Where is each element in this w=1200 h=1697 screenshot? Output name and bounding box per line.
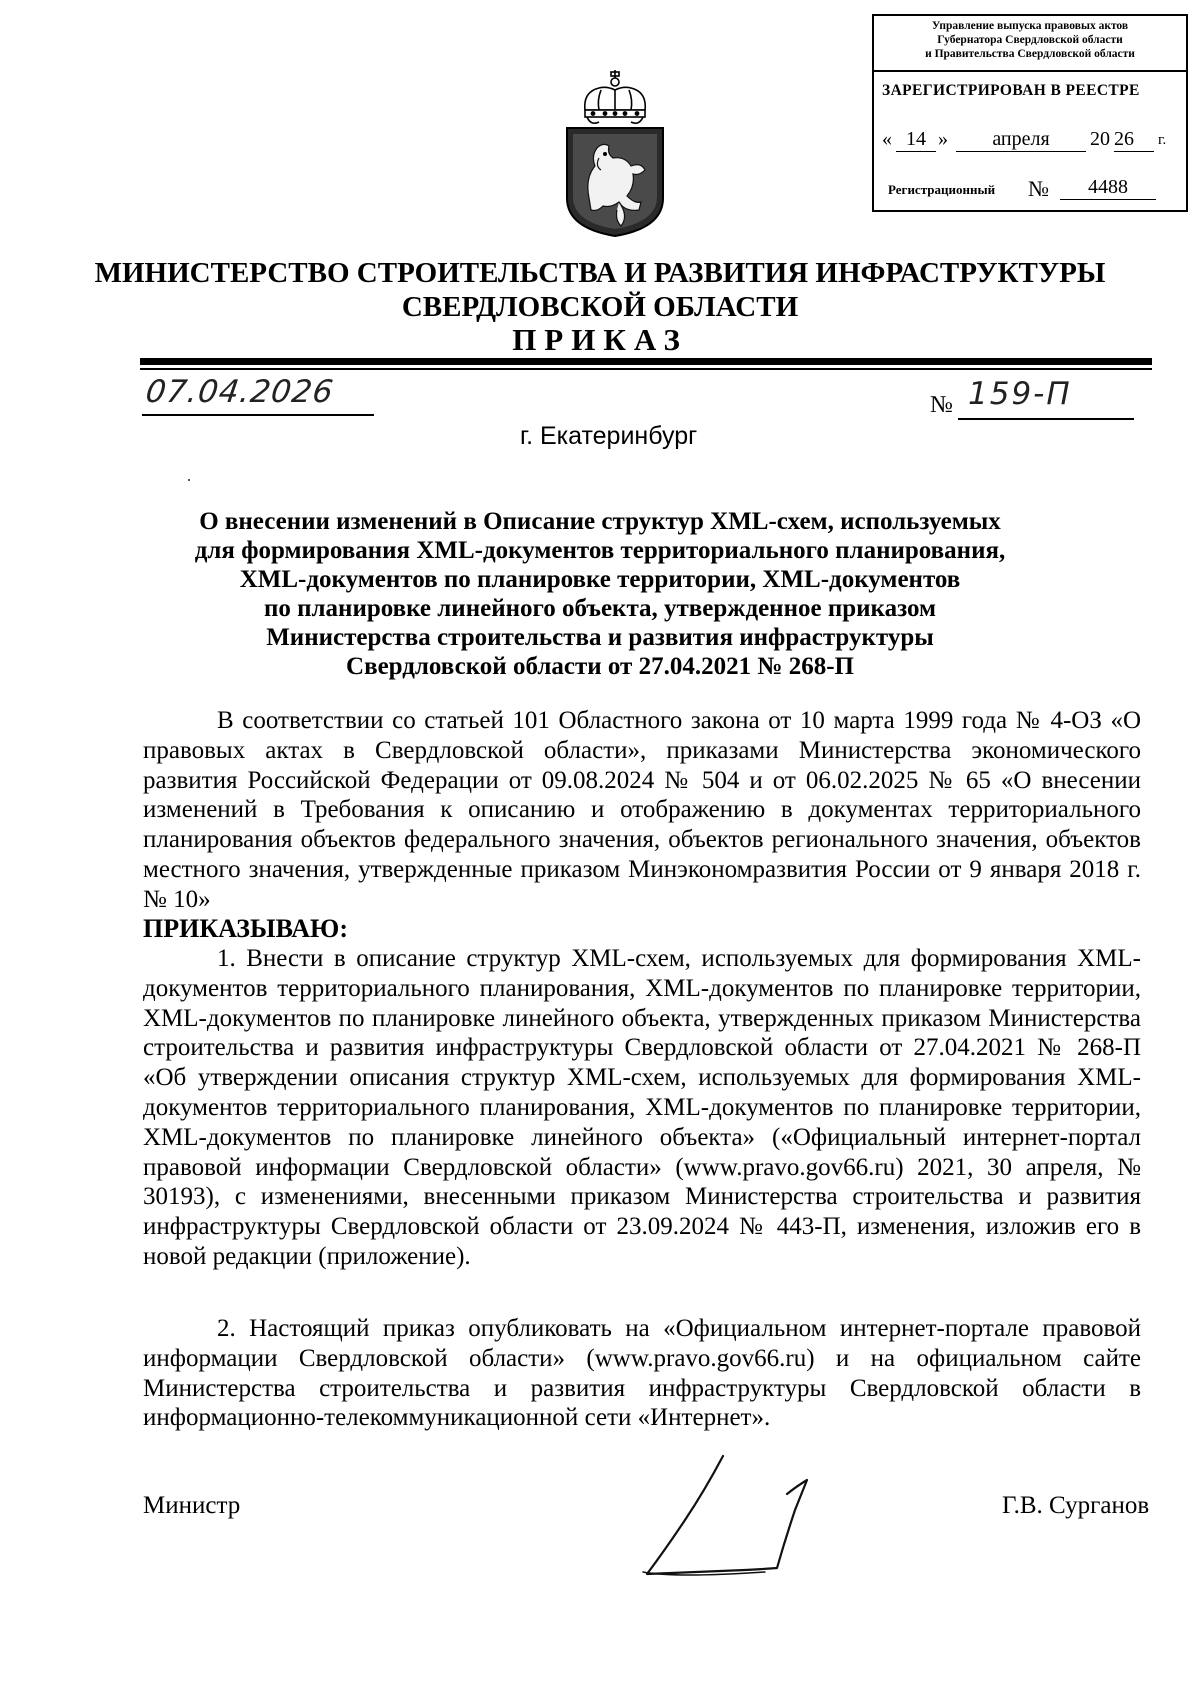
- stamp-day: 14: [896, 128, 936, 152]
- handwritten-date: 07.04.2026: [143, 374, 337, 410]
- order-word: ПРИКАЗЫВАЮ:: [143, 914, 348, 943]
- title-line: XML-документов по планировке территории, XML-документов: [239, 566, 961, 593]
- stamp-office-name: [874, 16, 1186, 72]
- order-item-2: 2. Настоящий приказ опубликовать на «Официальном интернет-портале правовой информации Свердловской области» (www.pravo.gov66.ru) и на официальном сайте Министерства строительства и развития инфраструктуры Свердловской области в информационно-телекоммуникационной сети «Интернет».: [143, 1315, 1141, 1432]
- stamp-reg-label: Регистрационный: [888, 182, 996, 197]
- preamble-paragraph: В соответствии со статьей 101 Областного закона от 10 марта 1999 года № 4-ОЗ «О правовых актах в Свердловской области», приказами Министерства экономического развития Российской Федерации от 09.08.2024 № 504 и от 06.02.2025 № 65 «О внесении изменений в Требования к описанию и отображению в документах территориального планирования объектов федерального значения, объектов регионального значения, объектов местного значения, утвержденные приказом Минэкономразвития России от 9 января 2018 г. № 10»: [143, 707, 1141, 913]
- stamp-office-line: Управление выпуска правовых актов: [931, 20, 1129, 32]
- number-underline: [958, 418, 1134, 420]
- document-title: [100, 507, 1100, 681]
- signatory-name: Г.В. Сурганов: [1002, 1492, 1150, 1519]
- ministry-name-line: СВЕРДЛОВСКОЙ ОБЛАСТИ: [401, 291, 799, 323]
- city: г. Екатеринбург: [520, 422, 698, 450]
- handwritten-number: 159-П: [968, 376, 1072, 412]
- date-underline: [142, 414, 374, 416]
- stamp-date: [882, 128, 1182, 158]
- title-line: Свердловской области от 27.04.2021 № 268-П: [346, 653, 854, 680]
- stamp-date-close-quote: »: [938, 128, 948, 150]
- title-line: по планировке линейного объекта, утвержденное приказом: [263, 595, 937, 622]
- stamp-office-line: и Правительства Свердловской области: [925, 48, 1135, 60]
- stamp-registration-number: [888, 176, 1178, 204]
- title-line: О внесении изменений в Описание структур XML-схем, используемых: [199, 508, 1001, 535]
- coat-of-arms-emblem: [555, 70, 675, 240]
- header-rule-thin: [140, 368, 1152, 370]
- document-type: ПРИКАЗ: [512, 322, 688, 357]
- registration-stamp: [872, 14, 1188, 212]
- stamp-reg-sign: №: [1028, 176, 1049, 201]
- stamp-month: апреля: [956, 128, 1086, 152]
- title-line: для формирования XML-документов территориального планирования,: [194, 537, 1006, 564]
- stamp-date-open-quote: «: [882, 128, 892, 150]
- stamp-registered-label: ЗАРЕГИСТРИРОВАН В РЕЕСТРЕ: [882, 82, 1140, 99]
- stamp-year-unit: г.: [1158, 132, 1167, 148]
- stamp-reg-number: 4488: [1060, 176, 1156, 200]
- ministry-name-line: МИНИСТЕРСТВО СТРОИТЕЛЬСТВА И РАЗВИТИЯ ИНФРАСТРУКТУРЫ: [94, 257, 1106, 289]
- handwritten-signature: [635, 1450, 865, 1580]
- stamp-year-prefix: 20: [1090, 128, 1110, 150]
- order-item-1: 1. Внести в описание структур XML-схем, используемых для формирования XML-документов территориального планирования, XML-документов по планировке территории, XML-документов по планировке линейного объекта, утвержденных приказом Министерства строительства и развития инфраструктуры Свердловской области от 27.04.2021 № 268-П «Об утверждении описания структур XML-схем, используемых для формирования XML-документов территориального планирования, XML-документов по планировке территории, XML-документов по планировке линейного объекта» («Официальный интернет-портал правовой информации Свердловской области» (www.pravo.gov66.ru) 2021, 30 апреля, № 30193), с изменениями, внесенными приказом Министерства строительства и развития инфраструктуры Свердловской области от 23.09.2024 № 443-П, изменения, изложив его в новой редакции (приложение).: [143, 945, 1141, 1270]
- number-sign: №: [930, 392, 953, 418]
- ministry-name: [60, 256, 1140, 324]
- header-rule-thick: [140, 358, 1152, 365]
- title-line: Министерства строительства и развития инфраструктуры: [266, 624, 934, 651]
- signatory-position: Министр: [143, 1492, 241, 1519]
- stamp-year-suffix: 26: [1114, 128, 1154, 152]
- scan-speck: [188, 479, 190, 481]
- stamp-office-line: Губернатора Свердловской области: [937, 34, 1123, 46]
